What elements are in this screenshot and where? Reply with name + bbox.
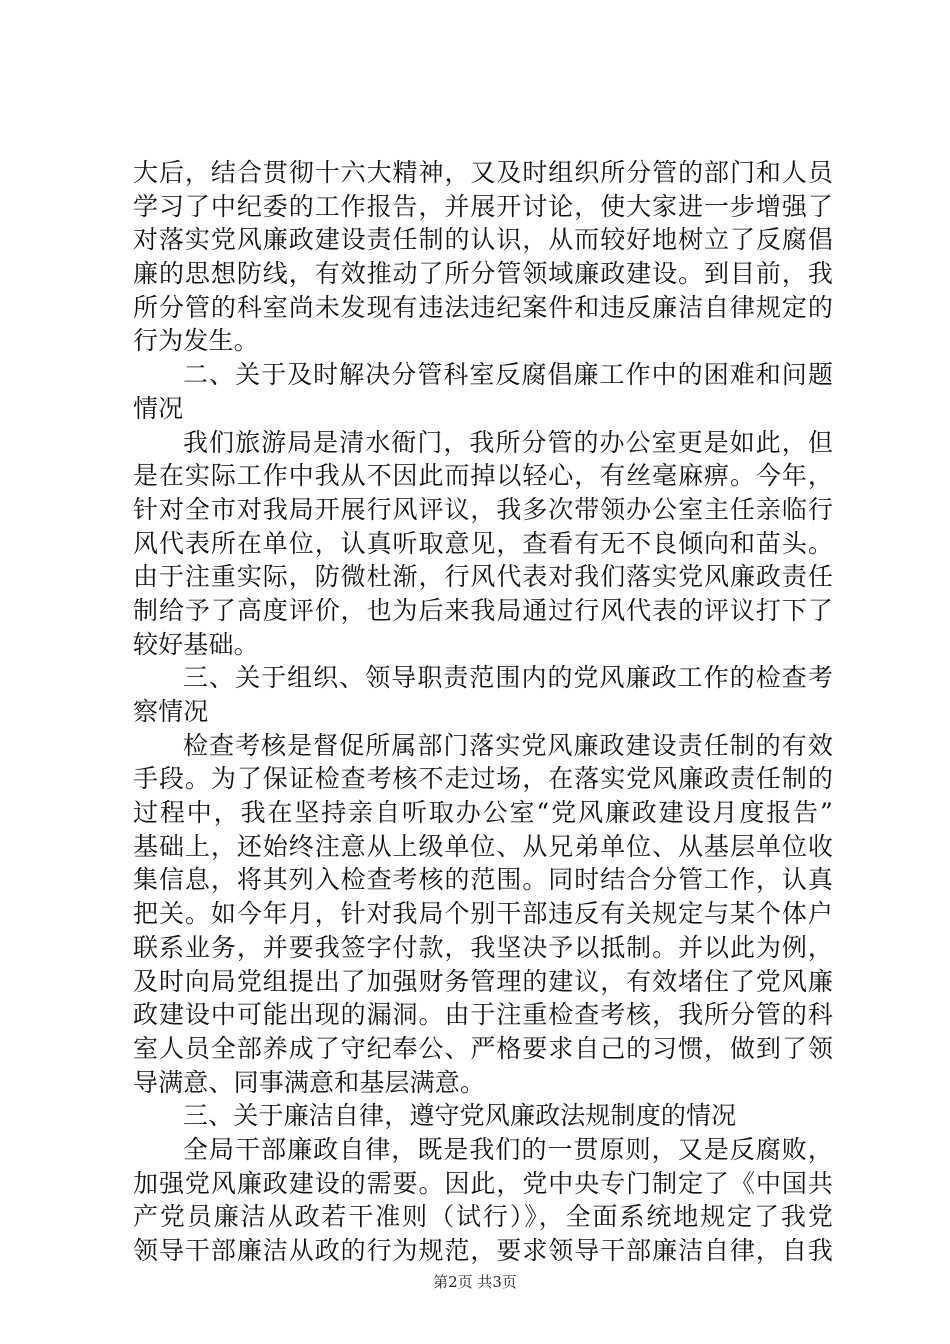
text-line: 行为发生。 [133,326,259,356]
text-line: 把关。如今年月，针对我局个别干部违反有关规定与某个体户 [133,899,833,929]
text-line: 全局干部廉政自律，既是我们的一贯原则，又是反腐败， [183,1134,833,1164]
text-line: 集信息，将其列入检查考核的范围。同时结合分管工作，认真 [133,865,833,895]
text-line: 对落实党风廉政建设责任制的认识，从而较好地树立了反腐倡 [133,225,833,255]
text-line: 察情况 [133,697,209,726]
text-line: 产党员廉洁从政若干准则（试行）》，全面系统地规定了我党 [133,1202,833,1232]
text-line: 联系业务，并要我签字付款，我坚决予以抵制。并以此为例， [133,932,833,962]
text-line: 所分管的科室尚未发现有违法违纪案件和违反廉洁自律规定的 [133,292,833,322]
text-line: 制给予了高度评价，也为后来我局通过行风代表的评议打下了 [133,595,833,625]
page-footer: 第2页 共3页 [433,1273,517,1291]
text-line: 较好基础。 [133,629,259,659]
text-line: 及时向局党组提出了加强财务管理的建议，有效堵住了党风廉 [133,966,833,996]
text-line: 二、关于及时解决分管科室反腐倡廉工作中的困难和问题 [183,360,833,390]
text-line: 过程中，我在坚持亲自听取办公室“党风廉政建设月度报告” [133,798,833,828]
text-line: 三、关于廉洁自律，遵守党风廉政法规制度的情况 [183,1101,737,1131]
text-line: 手段。为了保证检查考核不走过场，在落实党风廉政责任制的 [133,764,833,794]
text-line: 是在实际工作中我从不因此而掉以轻心，有丝毫麻痹。今年， [133,461,833,491]
text-line: 基础上，还始终注意从上级单位、从兄弟单位、从基层单位收 [133,831,833,861]
text-line: 情况 [133,393,184,423]
text-line: 学习了中纪委的工作报告，并展开讨论，使大家进一步增强了 [133,191,833,221]
text-line: 我们旅游局是清水衙门，我所分管的办公室更是如此，但 [183,427,833,457]
document-body [133,156,833,1268]
text-line: 大后，结合贯彻十六大精神，又及时组织所分管的部门和人员 [133,158,833,187]
text-line: 加强党风廉政建设的需要。因此，党中央专门制定了《中国共 [133,1168,833,1198]
text-line: 室人员全部养成了守纪奉公、严格要求自己的习惯，做到了领 [133,1033,833,1063]
text-line: 检查考核是督促所属部门落实党风廉政建设责任制的有效 [183,730,833,760]
text-line: 风代表所在单位，认真听取意见，查看有无不良倾向和苗头。 [133,528,833,558]
text-line: 三、关于组织、领导职责范围内的党风廉政工作的检查考 [183,663,833,693]
text-line: 政建设中可能出现的漏洞。由于注重检查考核，我所分管的科 [133,1000,833,1030]
text-line: 领导干部廉洁从政的行为规范，要求领导干部廉洁自律，自我 [133,1236,833,1265]
text-line: 廉的思想防线，有效推动了所分管领域廉政建设。到目前，我 [133,259,833,289]
text-line: 导满意、同事满意和基层满意。 [133,1067,486,1097]
text-line: 针对全市对我局开展行风评议，我多次带领办公室主任亲临行 [133,494,833,524]
text-line: 由于注重实际，防微杜渐，行风代表对我们落实党风廉政责任 [133,562,833,592]
